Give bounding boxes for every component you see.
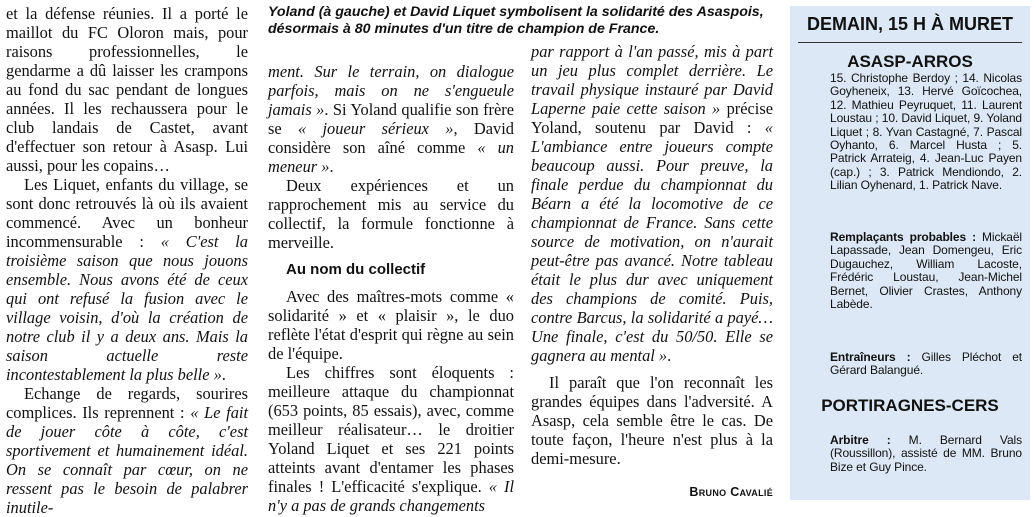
referee — [830, 434, 1022, 474]
text: Echange de regards, sourires complices. Ils reprennent : — [6, 384, 248, 422]
article-column-3 — [531, 42, 773, 468]
quote: « C'est la troisième saison que nous jouons ensemble. Nous avons été de ceux qui ont refusé la fusion avec le village voisin, d'où la création de notre club il y a deux ans. Mais la saison actuelle reste incontestablement la plus belle » — [6, 232, 248, 384]
text: Les chiffres sont éloquents : meilleure attaque du championnat (653 points, 85 essais), avec, comme meilleur réalisateur… le droitier Yoland Liquet et ses 221 points atteints avant d'entamer les phases finales ! L'efficacité s'explique. — [268, 363, 514, 496]
quote: « L'ambiance entre joueurs compte beaucoup aussi. Pour preuve, la finale perdue du championnat du Béarn a été la locomotive de ce championnat de France. Sans cette source de motivation, on n'aurait peut-être pas avancé. Notre tableau était le plus dur avec uniquement des champions de comité. Puis, contre Barcus, la solidarité a payé… Une finale, c'est du 50/50. Elle se gagnera au mental » — [531, 118, 773, 365]
text: précise Yoland, soutenu par David : — [531, 99, 774, 137]
label: Arbitre : — [830, 433, 891, 447]
article-column-1 — [6, 4, 248, 517]
quote: « un meneur » — [268, 138, 514, 176]
text: . Si Yoland qualifie son frère se — [268, 100, 514, 138]
quote: « Le fait de jouer côte à côte, c'est sportivement et humainement idéal. On se connaît par cœur, on ne ressent pas le besoin de palabrer inutile- — [6, 403, 249, 517]
label: Remplaçants probables : — [830, 230, 976, 244]
label: Entraîneurs : — [830, 350, 911, 364]
text: M. Bernard Vals (Roussillon), assisté de MM. Bruno Bize et Guy Pince. — [830, 433, 1022, 474]
photo-caption: Yoland (à gauche) et David Liquet symbolisent la solidarité des Asaspois, désormais à 80 minutes d'un titre de champion de France. — [268, 4, 764, 37]
text: Les Liquet, enfants du village, se sont donc retrouvés là où ils avaient commencé. Avec un bonheur incommensurable : — [6, 175, 248, 251]
quote: ment. Sur le terrain, on dialogue parfois, mais on ne s'engueule jamais » — [268, 62, 514, 119]
team-lineup: 15. Christophe Berdoy ; 14. Nicolas Goyheneix, 13. Hervé Goïcochea, 12. Mathieu Peyruquet, 11. Laurent Loustau ; 10. David Liquet, 9. Yoland Liquet ; 8. Yvan Castagné, 7. Pascal Oyhanto, 6. Marcel Husta ; 5. Patrick Arrateig, 4. Jean-Luc Payen (cap.) ; 3. Patrick Mendiondo, 2. Lilian Oyhenard, 1. Patrick Nave. — [830, 71, 1022, 193]
coaches — [830, 351, 1022, 378]
paragraph — [6, 384, 248, 517]
divider — [798, 42, 1022, 43]
paragraph: Deux expériences et un rapprochement mis au service du collectif, la formule fonctionne à merveille. — [268, 176, 514, 252]
quote: par rapport à l'an passé, mis à part un jeu plus complet derrière. Le travail physique instauré par David Laperne paie cette saison » — [531, 42, 773, 118]
box-heading: DEMAIN, 15 H À MURET — [806, 14, 1013, 34]
paragraph: Il paraît que l'on reconnaît les grandes équipes dans l'adversité. A Asasp, cela semble être le cas. De toute façon, l'heure n'est plus à la demi-mesure. — [531, 373, 773, 468]
quote: « Il n'y a pas de grands changements — [268, 477, 515, 515]
subheading: Au nom du collectif — [286, 261, 426, 278]
paragraph — [268, 62, 514, 176]
quote: « joueur sérieux » — [297, 119, 454, 138]
text: . — [221, 365, 226, 384]
article-column-2 — [268, 62, 514, 515]
paragraph — [268, 363, 514, 515]
paragraph: et la défense réunies. Il a porté le maillot du FC Oloron mais, pour raisons professionnelles, le gendarme a dû laisser les crampons au fond du sac pendant de longues années. Il les rechaussera pour le club landais de Castet, avant d'effectuer son retour à Asasp. Lui aussi, pour les copains… — [6, 4, 248, 175]
text: . — [329, 157, 334, 176]
substitutes — [830, 231, 1022, 311]
text: Gilles Pléchot et Gérard Balangué. — [830, 350, 1022, 378]
text: Mickaël Lapassade, Jean Domengeu, Eric Dugauchez, William Lacoste, Frédéric Loustau, Jean-Michel Bernet, Olivier Crastes, Anthony Labède. — [830, 230, 1023, 312]
paragraph: Avec des maîtres-mots comme « solidarité » et « plaisir », le duo reflète l'état d'esprit qui règne au sein de l'équipe. — [268, 287, 514, 363]
author-byline: Bruno Cavalié — [689, 485, 773, 499]
team-name: ASASP-ARROS — [847, 52, 973, 71]
paragraph — [6, 175, 248, 384]
paragraph — [531, 42, 773, 365]
match-info-box — [790, 6, 1030, 500]
text: , David considère son aîné comme — [268, 119, 514, 157]
team-name: PORTIRAGNES-CERS — [821, 396, 999, 415]
text: . — [667, 346, 672, 365]
